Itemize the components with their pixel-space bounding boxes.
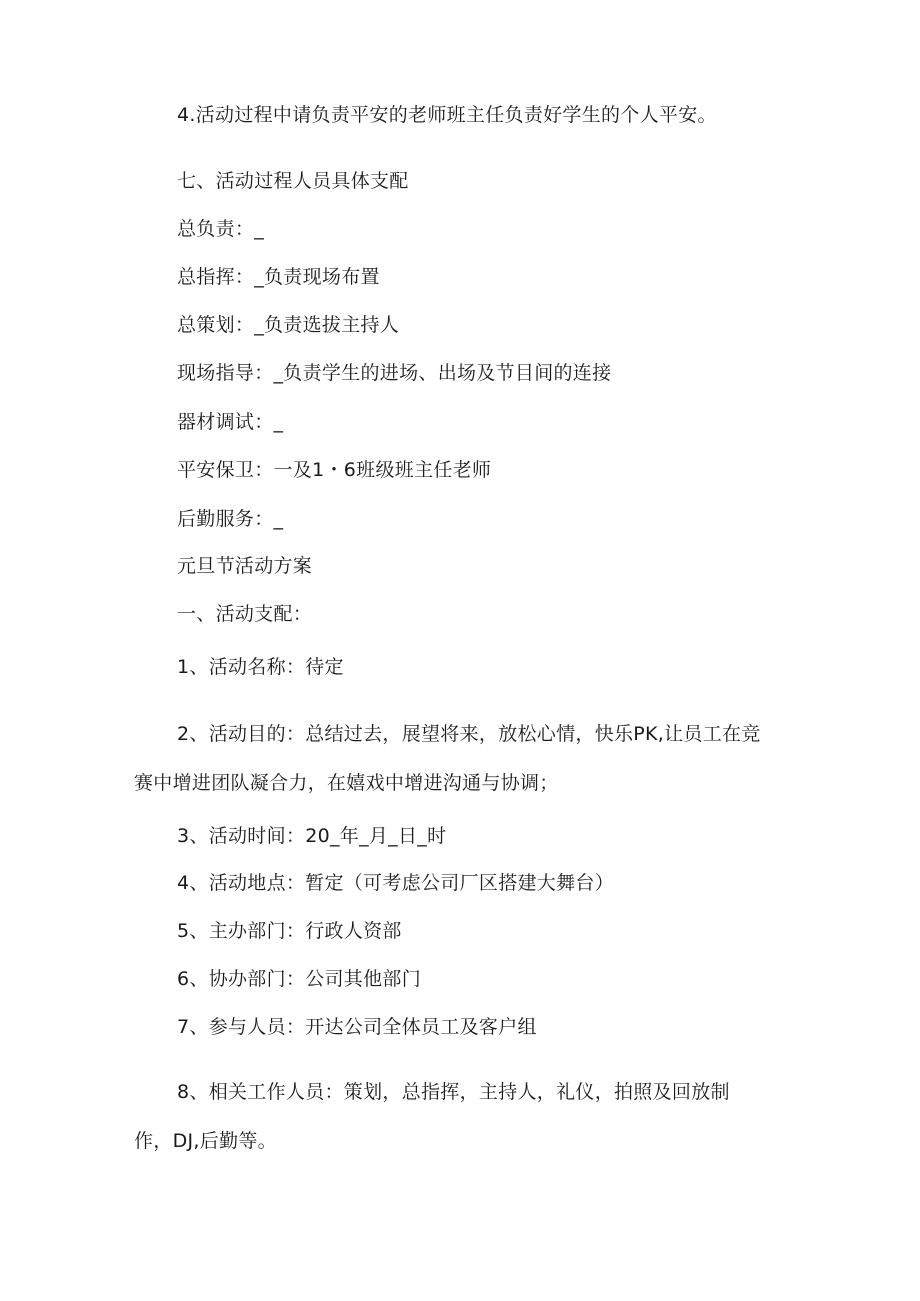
text-line-site-guide: 现场指导：_负责学生的进场、出场及节目间的连接	[177, 362, 612, 384]
text-line-activity-location: 4、活动地点：暂定（可考虑公司厂区搭建大舞台）	[177, 872, 614, 894]
text-line-staff-cont: 作，DJ,后勤等。	[134, 1130, 277, 1152]
doc-title-new-year-plan: 元旦节活动方案	[177, 555, 313, 577]
text-line-activity-name: 1、活动名称：待定	[177, 656, 344, 678]
text-line-staff: 8、相关工作人员：策划，总指挥，主持人，礼仪，拍照及回放制	[177, 1081, 730, 1103]
text-line-participants: 7、参与人员：开达公司全体员工及客户组	[177, 1016, 537, 1038]
section-heading-staff-arrangement: 七、活动过程人员具体支配	[177, 170, 409, 192]
text-line-activity-purpose-cont: 赛中增进团队凝合力，在嬉戏中增进沟通与协调；	[134, 772, 559, 794]
section-heading-arrangement: 一、活动支配：	[177, 603, 313, 625]
text-line-co-organizer: 6、协办部门：公司其他部门	[177, 968, 421, 990]
text-line-general-manager: 总负责：_	[177, 218, 265, 240]
text-line-general-planner: 总策划：_负责选拔主持人	[177, 314, 400, 336]
text-line-security: 平安保卫：一及1・6班级班主任老师	[177, 459, 492, 481]
text-line-logistics: 后勤服务：_	[177, 508, 284, 530]
text-line-equipment: 器材调试：_	[177, 411, 284, 433]
text-line-organizer: 5、主办部门：行政人资部	[177, 920, 402, 942]
text-line-general-director: 总指挥：_负责现场布置	[177, 266, 380, 288]
text-line-activity-purpose: 2、活动目的：总结过去，展望将来，放松心情，快乐PK,让员工在竞	[177, 723, 761, 745]
text-line-activity-time: 3、活动时间：20_年_月_日_时	[177, 825, 447, 847]
text-line-safety-duty: 4.活动过程中请负责平安的老师班主任负责好学生的个人平安。	[177, 104, 717, 126]
